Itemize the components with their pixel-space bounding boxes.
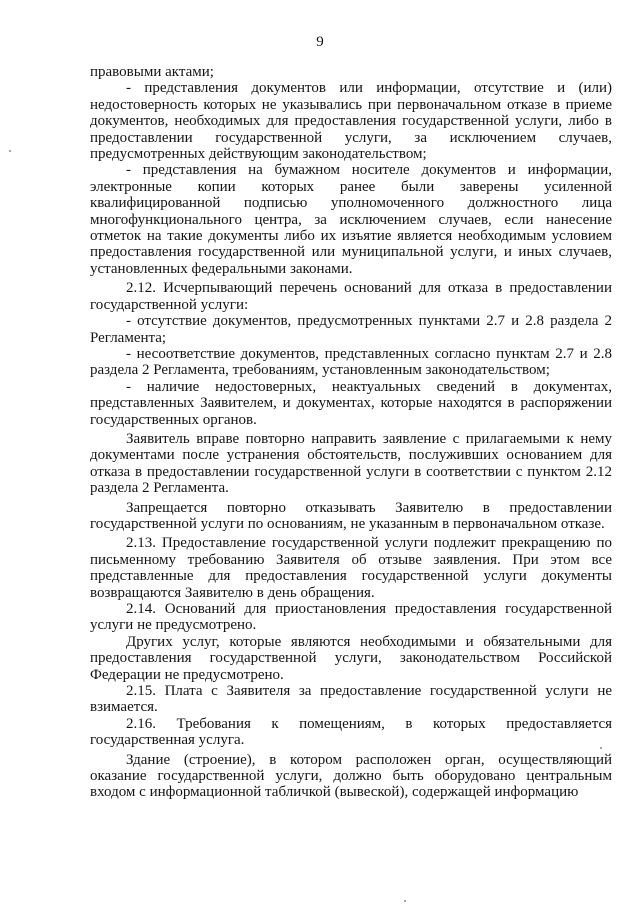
paragraph-continuation: правовыми актами; [90,64,214,80]
paragraph-section-2-15: 2.15. Плата с Заявителя за предоставление государственной услуги не взимается. [90,683,612,716]
paragraph-item-non-compliance: - несоответствие документов, представленных согласно пунктам 2.7 и 2.8 раздела 2 Регламента, требованиям, установленным законодательством; [90,345,612,379]
paragraph-item-missing-documents: - отсутствие документов, предусмотренных пунктами 2.7 и 2.8 раздела 2 Регламента; [90,313,612,346]
paragraph-item-unreliable-data: - наличие недостоверных, неактуальных сведений в документах, представленных Заявителем, и документах, которые находятся в распоряжении государственных органов. [90,378,612,428]
scan-speck [600,747,602,749]
paragraph-building-requirements: Здание (строение), в котором расположен орган, осуществляющий оказание государственной услуги, должно быть оборудовано центральным входом с информационной табличкой (вывеской), содержащей информацию [90,751,612,801]
paragraph-section-2-14: 2.14. Оснований для приостановления предоставления государственной услуги не предусмотрено. [90,601,612,634]
scan-speck [9,150,11,152]
document-body [90,64,612,801]
paragraph-resubmission: Заявитель вправе повторно направить заявление с прилагаемыми к нему документами после устранения обстоятельств, послуживших основанием для отказа в предоставлении государственной услуги в соответствии с пунктом 2.12 раздела 2 Регламента. [90,430,612,497]
scan-speck [404,900,406,902]
paragraph-section-2-12: 2.12. Исчерпывающий перечень оснований для отказа в предоставлении государственной услуги: [90,280,612,313]
paragraph-section-2-13: 2.13. Предоставление государственной услуги подлежит прекращению по письменному требованию Заявителя об отзыве заявления. При этом все представленные для предоставления государственной услуги документы возвращаются Заявителю в день обращения. [90,535,612,601]
page-number: 9 [316,34,324,50]
paragraph-item-paper-documents: - представления на бумажном носителе документов и информации, электронные копии которых ранее были заверены усиленной квалифицированной подписью уполномоченного должностного лица многофункционального центра, за исключением случаев, если нанесение отметок на такие документы либо их изъятие является необходимым условием предоставления государственной или муниципальной услуги, и иных случаев, установленных федеральными законами. [90,162,612,277]
paragraph-section-2-16: 2.16. Требования к помещениям, в которых предоставляется государственная услуга. [90,715,612,749]
paragraph-refusal-prohibition: Запрещается повторно отказывать Заявителю в предоставлении государственной услуги по основаниям, не указанным в первоначальном отказе. [90,499,612,532]
paragraph-other-services: Других услуг, которые являются необходимыми и обязательными для предоставления государственной услуги, законодательством Российской Федерации не предусмотрено. [90,633,612,683]
paragraph-item-documents-info: - представления документов или информации, отсутствие и (или) недостоверность которых не указывались при первоначальном отказе в приеме документов, необходимых для предоставления государственной услуги, либо в предоставлении государственной услуги, за исключением случаев, предусмотренных действующим законодательством; [90,80,612,163]
